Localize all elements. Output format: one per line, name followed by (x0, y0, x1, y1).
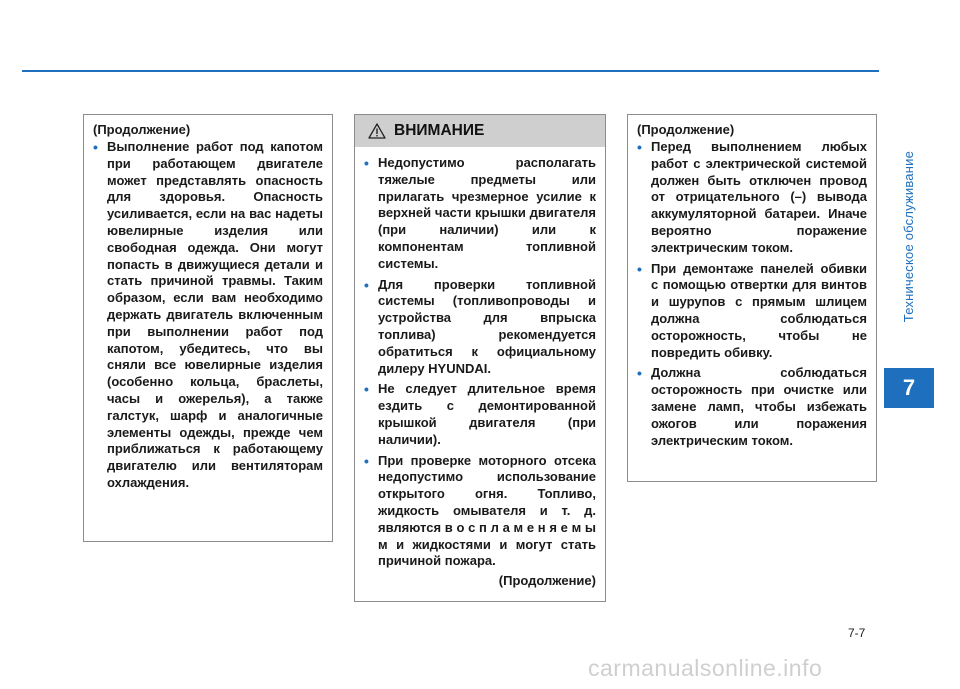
list-item (364, 155, 596, 273)
list-item-text: Должна соблюдаться осторожность при очистке или замене ламп, чтобы избежать ожогов или поражения электрическим током. (651, 365, 867, 448)
warning-title: ВНИМАНИЕ (394, 122, 485, 139)
warning-list (637, 139, 867, 449)
list-item (364, 277, 596, 378)
warning-list (364, 155, 596, 570)
list-item (637, 261, 867, 362)
warning-triangle-icon (368, 123, 386, 139)
continued-footer: (Продолжение) (498, 573, 596, 589)
continued-label: (Продолжение) (93, 122, 191, 137)
list-item-text: Выполнение работ под капотом при работающем двигателе может представлять опасность для здоровья. Опасность усиливается, если на вас надеты ювелирные изделия или свободная одежда. Они могут попасть в движущиеся детали и стать причиной травмы. Таким образом, если вам необходимо держать двигатель включенным при выполнении работ под капотом, убедитесь, что вы сняли все ювелирные изделия (особенно кольца, браслеты, часы и ожерелья), а также галстук, шарф и аналогичные элементы одежды, прежде чем приближаться к работающему двигателю или вентиляторам охлаждения. (107, 139, 323, 490)
bullet-icon: • (364, 381, 369, 398)
list-item-text: Для проверки топливной системы (топливопроводы и устройства для впрыска топлива) рекомендуется обратиться к официальному дилеру HYUNDAI. (378, 276, 596, 376)
continued-warning-box-left (83, 114, 333, 542)
chapter-tab: 7 (884, 368, 934, 408)
warning-list (93, 139, 323, 492)
list-item (637, 139, 867, 257)
bullet-icon: • (364, 452, 369, 469)
list-item-text: Не следует длительное время ездить с демонтированной крышкой двигателя (при наличии). (378, 381, 596, 447)
list-item-text: Недопустимо располагать тяжелые предметы или прилагать чрезмерное усилие к верхней части крышки двигателя (при наличии) или к компонентам топливной системы. (378, 155, 596, 271)
list-item-text: При демонтаже панелей обивки с помощью отвертки для винтов и шурупов с прямым шлицем должна соблюдаться осторожность, чтобы не повредить обивку. (651, 260, 867, 360)
bullet-icon: • (637, 139, 642, 155)
list-item (364, 453, 596, 571)
header-rule (22, 70, 879, 72)
continued-label: (Продолжение) (637, 122, 735, 137)
list-item-text: При проверке моторного отсека недопустимо использование открытого огня. Топливо, жидкость омывателя и т. д. являются в о с п л а м е н я е м ы м и жидкостями и могут стать причиной пожара. (378, 452, 596, 569)
section-title (896, 112, 920, 362)
warning-header (355, 115, 605, 147)
list-item-text: Перед выполнением любых работ с электрической системой должен быть отключен провод от отрицательного (–) вывода аккумуляторной батареи. Иначе вероятно поражение электрическим током. (651, 139, 867, 255)
page-number: 7-7 (848, 626, 866, 640)
bullet-icon: • (637, 365, 642, 382)
list-item (93, 139, 323, 492)
watermark: carmanualsonline.info (588, 655, 823, 681)
bullet-icon: • (637, 260, 642, 277)
warning-box (354, 114, 606, 602)
continued-warning-box-right (627, 114, 877, 482)
bullet-icon: • (364, 155, 369, 171)
section-title-text: Техническое обслуживание (900, 151, 916, 323)
list-item (364, 381, 596, 448)
bullet-icon: • (93, 139, 98, 155)
list-item (637, 365, 867, 449)
bullet-icon: • (364, 276, 369, 293)
